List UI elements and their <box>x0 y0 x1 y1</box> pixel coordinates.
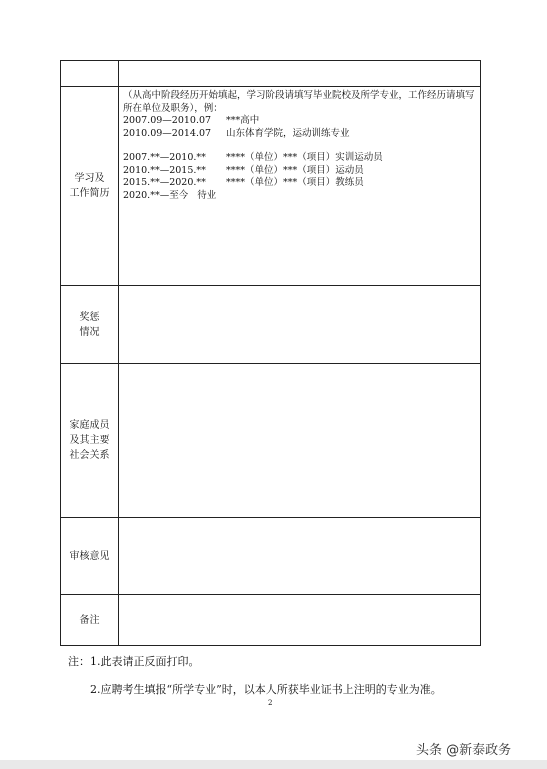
label-line: 情况 <box>79 326 100 338</box>
note-line-1: 注：1.此表请正反面打印。 <box>68 655 200 668</box>
resume-content <box>119 87 481 286</box>
table-row-review <box>61 518 481 595</box>
remarks-content <box>119 595 481 646</box>
label-line: 社会关系 <box>69 450 110 461</box>
table-row-resume <box>61 87 481 286</box>
row-content-empty <box>119 61 481 87</box>
row-label-review <box>61 518 119 595</box>
awards-content <box>119 286 481 364</box>
resume-education-entry <box>123 115 476 128</box>
row-label-empty <box>61 61 119 87</box>
label-line: 及其主要 <box>69 435 110 446</box>
watermark-logo: 头条 @新泰政务 <box>416 743 512 758</box>
table-row-header <box>61 61 481 87</box>
period: 2010.09—2014.07 <box>123 127 212 139</box>
description: ****（单位）***（项目）运动员 <box>226 164 364 176</box>
resume-intro: （从高中阶段经历开始填起，学习阶段请填写毕业院校及所学专业，工作经历请填写所在单位及职务），例： <box>123 90 475 114</box>
row-label-awards <box>61 286 119 364</box>
period: 2007.**—2010.** <box>123 152 206 163</box>
description: 山东体育学院，运动训练专业 <box>226 127 350 139</box>
row-label-family <box>61 364 119 518</box>
table-row-remarks <box>61 595 481 646</box>
description: ****（单位）***（项目）实训运动员 <box>226 152 383 163</box>
label-line: 学习及 <box>74 173 105 184</box>
resume-education-entry <box>123 128 476 141</box>
row-label-remarks <box>61 595 119 646</box>
label-line: 奖惩 <box>79 311 100 323</box>
period: 2020.**—至今 <box>123 189 189 201</box>
family-content <box>119 364 481 518</box>
label-line: 工作简历 <box>69 188 110 199</box>
label-line: 家庭成员 <box>69 420 110 431</box>
description: 待业 <box>197 189 217 201</box>
review-content <box>119 518 481 595</box>
row-label-resume <box>61 87 119 286</box>
resume-work-entry <box>123 165 476 178</box>
label-line: 审核意见 <box>69 550 110 562</box>
period: 2015.**—2020.** <box>123 177 206 188</box>
description: ****（单位）***（项目）教练员 <box>226 177 364 188</box>
resume-work-entry <box>123 152 476 165</box>
resume-work-entry <box>123 177 476 190</box>
table-row-family <box>61 364 481 518</box>
note-line-2: 2.应聘考生填报“所学专业”时，以本人所获毕业证书上注明的专业为准。 <box>90 683 442 696</box>
resume-work-entry <box>123 190 476 203</box>
description: ***高中 <box>226 115 260 126</box>
registration-form-table <box>60 60 481 646</box>
label-line: 备注 <box>79 614 100 626</box>
page-number: 2 <box>268 699 273 707</box>
period: 2010.**—2015.** <box>123 164 206 176</box>
period: 2007.09—2010.07 <box>123 115 212 126</box>
bottom-bar <box>0 760 547 769</box>
table-row-awards <box>61 286 481 364</box>
